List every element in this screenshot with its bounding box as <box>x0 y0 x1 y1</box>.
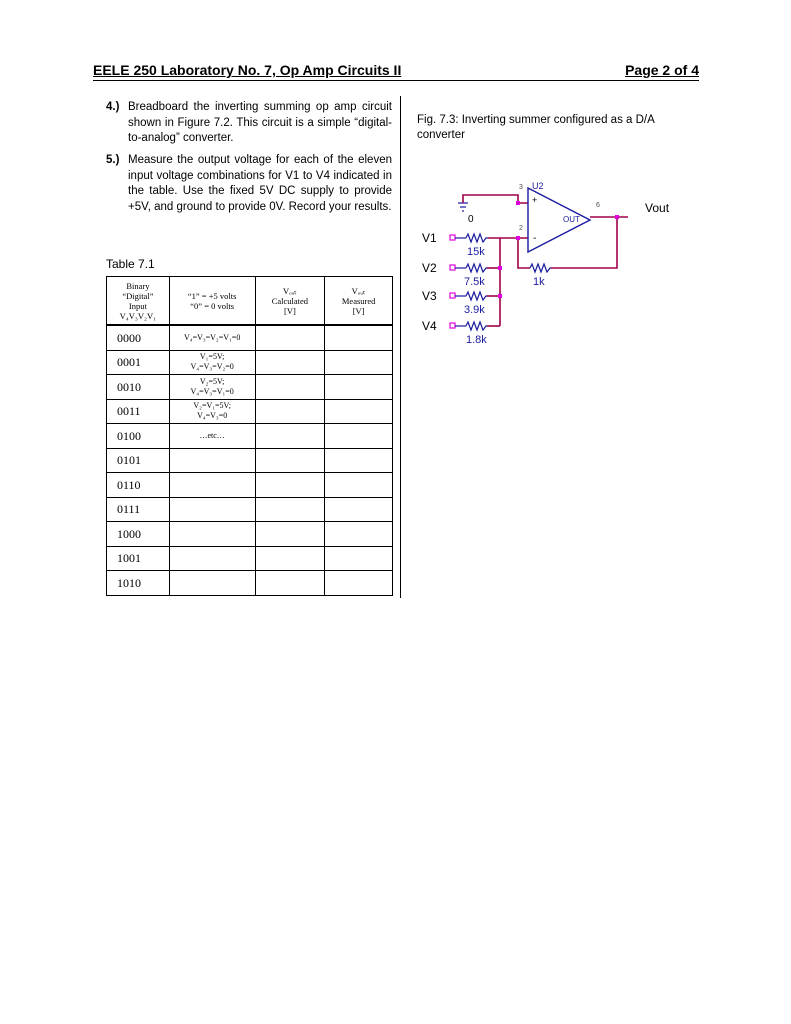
resistor-1.8k <box>466 322 487 330</box>
resistor-label-15k: 15k <box>467 246 485 258</box>
input-terminals <box>450 235 455 328</box>
binary-input-cell: 0000 <box>107 325 170 350</box>
condition-line: V₁=5V; <box>199 352 225 362</box>
op-amp <box>528 188 590 252</box>
binary-input-cell: 1010 <box>107 571 170 596</box>
resistor-label-1.8k: 1.8k <box>466 334 487 346</box>
table-row <box>107 448 393 473</box>
step-text: Breadboard the inverting summing op amp circuit shown in Figure 7.2. This circuit is a simple “digital-to-analog” converter. <box>128 101 392 144</box>
vout-calculated-cell[interactable] <box>255 350 325 375</box>
v2-label: V2 <box>422 261 437 275</box>
resistor-label-3.9k: 3.9k <box>464 304 485 316</box>
header-calculated: Vₒᵤₜ Calculated [V] <box>255 277 325 326</box>
plus-sign: + <box>532 195 538 205</box>
vout-calculated-cell[interactable] <box>255 399 325 424</box>
v3-label: V3 <box>422 289 437 303</box>
table-header-row <box>107 277 393 326</box>
v1-label: V1 <box>422 231 437 245</box>
vout-calculated-cell[interactable] <box>255 325 325 350</box>
vout-calculated-cell[interactable] <box>255 497 325 522</box>
resistor-3.9k <box>466 292 487 300</box>
vout-calculated-cell[interactable] <box>255 473 325 498</box>
minus-sign: - <box>533 233 537 244</box>
input-voltage-cell <box>169 325 255 350</box>
input-voltage-cell <box>169 424 255 449</box>
condition-line: V₂=V₁=5V; <box>193 401 231 411</box>
condition-line: V₂=5V; <box>199 376 225 386</box>
binary-input-cell: 1001 <box>107 546 170 571</box>
vout-calculated-cell[interactable] <box>255 522 325 547</box>
vout-measured-cell[interactable] <box>325 448 393 473</box>
table-row <box>107 424 393 449</box>
resistor-label-7.5k: 7.5k <box>464 276 485 288</box>
vout-measured-cell[interactable] <box>325 399 393 424</box>
v4-label: V4 <box>422 319 437 333</box>
input-voltage-cell <box>169 473 255 498</box>
vout-measured-cell[interactable] <box>325 424 393 449</box>
vout-calculated-cell[interactable] <box>255 448 325 473</box>
input-voltage-cell <box>169 448 255 473</box>
resistor-7.5k <box>466 264 487 272</box>
binary-input-cell: 0110 <box>107 473 170 498</box>
condition-line: V₄=V₃=V₂=V₁=0 <box>184 332 241 342</box>
binary-input-cell: 0101 <box>107 448 170 473</box>
wires <box>463 195 628 326</box>
ground-symbol <box>458 203 468 211</box>
vout-measured-cell[interactable] <box>325 546 393 571</box>
input-voltage-cell <box>169 350 255 375</box>
figure-caption: Fig. 7.3: Inverting summer configured as a D/A converter <box>417 114 655 141</box>
table-caption: Table 7.1 <box>106 257 155 271</box>
step-text: Measure the output voltage for each of the eleven input voltage combinations for V1 to V4 indicated in the table. Use the fixed 5V DC supply to provide +5V, and ground to provide 0V. Record your results. <box>128 154 392 213</box>
resistor-15k <box>466 234 488 242</box>
header-binary: Binary “Digital” Input V₄V₃V₂V₁ <box>107 277 170 326</box>
binary-input-cell: 0010 <box>107 375 170 400</box>
opamp-label: U2 <box>532 181 544 191</box>
binary-input-cell: 1000 <box>107 522 170 547</box>
step-number: 5.) <box>106 154 120 166</box>
vout-measured-cell[interactable] <box>325 571 393 596</box>
out-label: OUT <box>563 215 580 224</box>
vout-calculated-cell[interactable] <box>255 546 325 571</box>
step-number: 4.) <box>106 101 120 113</box>
condition-line: V₄=V₃=V₁=0 <box>190 386 234 396</box>
page-header <box>93 62 699 81</box>
vout-measured-cell[interactable] <box>325 375 393 400</box>
input-voltage-cell <box>169 546 255 571</box>
results-table <box>106 276 393 596</box>
binary-input-cell: 0111 <box>107 497 170 522</box>
pin-2-label: 2 <box>519 225 523 232</box>
resistor-label-1k: 1k <box>533 276 545 288</box>
table-row <box>107 571 393 596</box>
pin-6-label: 6 <box>596 202 600 209</box>
junction-nodes <box>498 201 619 298</box>
table-row <box>107 522 393 547</box>
table-row <box>107 546 393 571</box>
vout-measured-cell[interactable] <box>325 473 393 498</box>
input-voltage-cell <box>169 571 255 596</box>
table-row <box>107 375 393 400</box>
vout-measured-cell[interactable] <box>325 350 393 375</box>
binary-input-cell: 0100 <box>107 424 170 449</box>
header-volts: “1” = +5 volts “0” = 0 volts <box>169 277 255 326</box>
vout-measured-cell[interactable] <box>325 325 393 350</box>
binary-input-cell: 0011 <box>107 399 170 424</box>
step-4 <box>106 100 392 147</box>
condition-line: V₄=V₃=0 <box>197 411 228 421</box>
vout-label: Vout <box>645 201 670 215</box>
input-voltage-cell <box>169 522 255 547</box>
dac-circuit-diagram <box>400 170 700 350</box>
vout-calculated-cell[interactable] <box>255 375 325 400</box>
document-title: EELE 250 Laboratory No. 7, Op Amp Circuits II <box>93 62 402 78</box>
table-row <box>107 350 393 375</box>
pin-3-label: 3 <box>519 184 523 191</box>
vout-calculated-cell[interactable] <box>255 424 325 449</box>
table-row <box>107 497 393 522</box>
condition-line: V₄=V₃=V₂=0 <box>190 362 234 372</box>
input-voltage-cell <box>169 375 255 400</box>
step-5 <box>106 153 392 215</box>
vout-measured-cell[interactable] <box>325 522 393 547</box>
page-number: Page 2 of 4 <box>625 62 699 78</box>
table-row <box>107 473 393 498</box>
header-measured: Vₒᵤₜ Measured [V] <box>325 277 393 326</box>
input-voltage-cell <box>169 497 255 522</box>
vout-calculated-cell[interactable] <box>255 571 325 596</box>
table-row <box>107 325 393 350</box>
table-body <box>107 325 393 595</box>
condition-line: …etc… <box>199 430 225 440</box>
binary-input-cell: 0001 <box>107 350 170 375</box>
input-voltage-cell <box>169 399 255 424</box>
vout-measured-cell[interactable] <box>325 497 393 522</box>
table-row <box>107 399 393 424</box>
resistor-1k <box>530 264 551 272</box>
ground-label: 0 <box>468 214 474 225</box>
